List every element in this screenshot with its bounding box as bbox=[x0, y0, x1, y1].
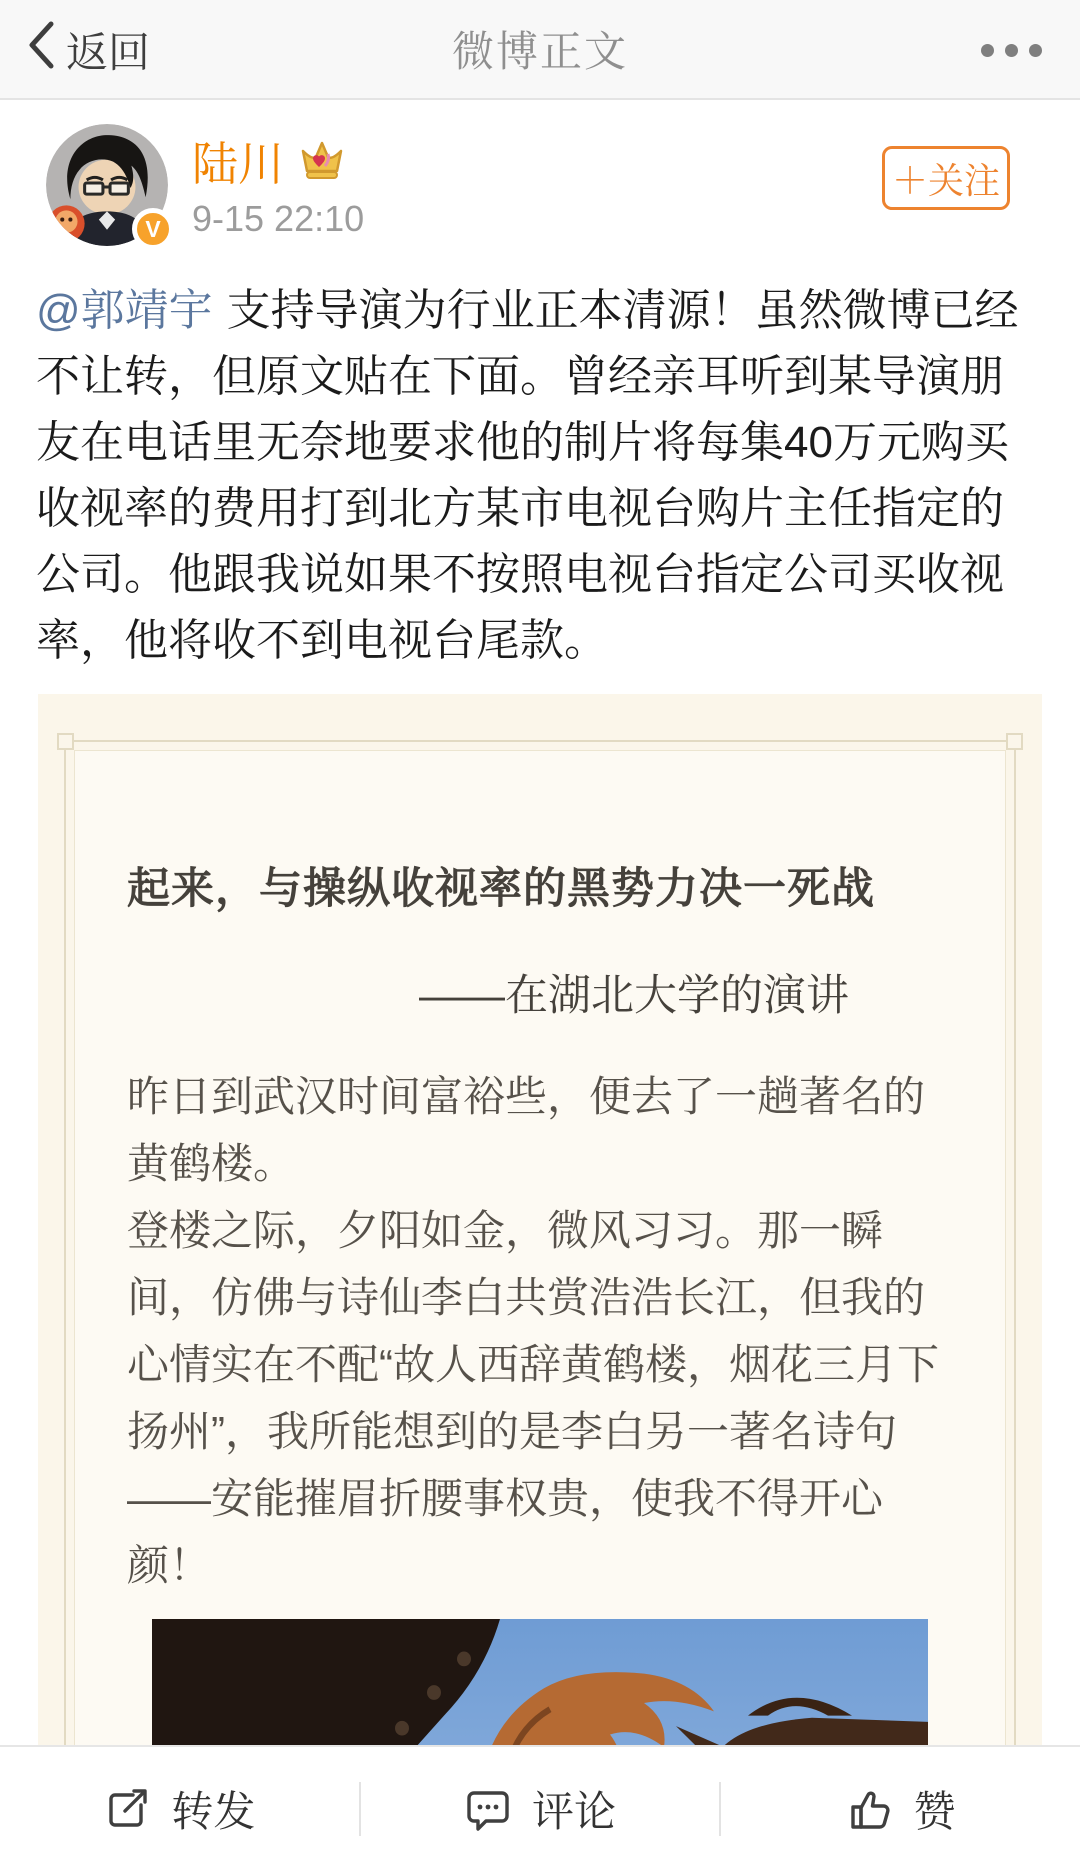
post-text bbox=[36, 278, 1044, 674]
like-icon bbox=[846, 1785, 894, 1833]
comment-icon bbox=[464, 1785, 512, 1833]
letter-image[interactable] bbox=[38, 694, 1042, 1870]
author-name[interactable]: 陆川 bbox=[192, 138, 284, 190]
comment-button[interactable] bbox=[361, 1747, 720, 1870]
more-button[interactable] bbox=[981, 0, 1042, 100]
avatar[interactable] bbox=[46, 124, 168, 246]
back-button[interactable] bbox=[26, 0, 150, 100]
letter-paragraph: 昨日到武汉时间富裕些，便去了一趟著名的黄鹤楼。 bbox=[127, 1073, 926, 1187]
more-icon bbox=[981, 44, 994, 57]
back-label: 返回 bbox=[66, 29, 151, 76]
vip-crown-icon bbox=[298, 138, 346, 184]
action-bar bbox=[0, 1745, 1080, 1870]
repost-button[interactable] bbox=[0, 1747, 359, 1870]
verified-badge-icon: V bbox=[132, 208, 174, 250]
letter-frame-inner bbox=[74, 750, 1006, 1870]
letter-subtitle: ——在湖北大学的演讲 bbox=[419, 972, 849, 1020]
like-label: 赞 bbox=[913, 1787, 956, 1835]
author-line bbox=[192, 128, 346, 194]
profile-header bbox=[40, 124, 1040, 250]
letter-paragraph: 登楼之际，夕阳如金，微风习习。那一瞬间，仿佛与诗仙李白共赏浩浩长江，但我的心情实在不配“故人西辞黄鹤楼，烟花三月下扬州”，我所能想到的是李白另一著名诗句——安能摧眉折腰事权贵，使我不得开心颜！ bbox=[127, 1207, 939, 1589]
comment-label: 评论 bbox=[532, 1787, 617, 1835]
letter-frame bbox=[64, 740, 1016, 1870]
page-title: 微博正文 bbox=[451, 28, 628, 75]
more-icon bbox=[1029, 44, 1042, 57]
navbar bbox=[0, 0, 1080, 100]
more-icon bbox=[1005, 44, 1018, 57]
repost-icon bbox=[103, 1785, 151, 1833]
like-button[interactable] bbox=[721, 1747, 1080, 1870]
post-body: 支持导演为行业正本清源！虽然微博已经不让转，但原文贴在下面。曾经亲耳听到某导演朋友在电话里无奈地要求他的制片将每集40万元购买收视率的费用打到北方某市电视台购片主任指定的公司。他跟我说如果不按照电视台指定公司买收视率，他将收不到电视台尾款。 bbox=[36, 286, 1019, 665]
post-timestamp: 9-15 22:10 bbox=[192, 198, 365, 239]
follow-button[interactable]: ＋关注 bbox=[882, 146, 1010, 210]
mention-link[interactable]: @郭靖宇 bbox=[36, 286, 213, 335]
chevron-left-icon bbox=[26, 19, 56, 81]
letter-title: 起来，与操纵收视率的黑势力决一死战 bbox=[127, 865, 875, 913]
repost-label: 转发 bbox=[171, 1787, 256, 1835]
